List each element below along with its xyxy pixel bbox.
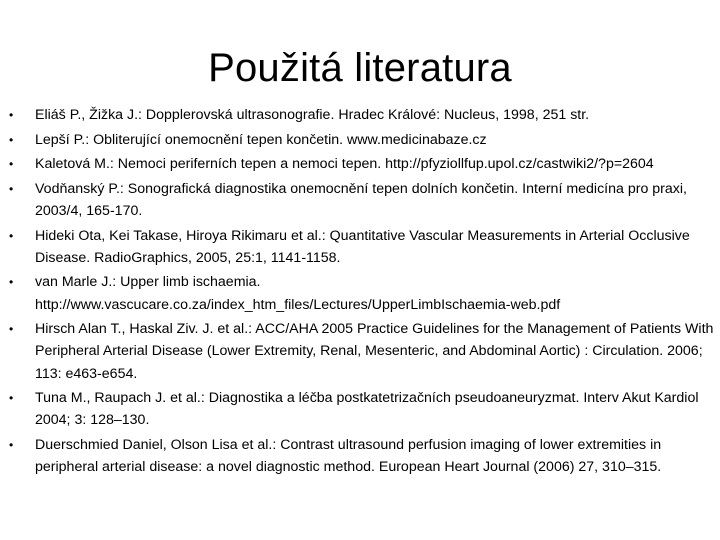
reference-item (0, 153, 720, 175)
bullet-icon: • (9, 157, 14, 172)
reference-item (0, 178, 720, 222)
bullet-icon: • (9, 275, 14, 290)
reference-item (0, 434, 720, 478)
reference-text: Eliáš P., Žižka J.: Dopplerovská ultrasonografie. Hradec Králové: Nucleus, 1998, 251 str. (35, 107, 590, 123)
bullet-icon: • (9, 181, 14, 196)
reference-list (0, 104, 720, 481)
reference-text: Tuna M., Raupach J. et al.: Diagnostika a léčba postkatetrizačních pseudoaneuryzmat. Interv Akut Kardiol 2004; 3: 128–130. (35, 390, 699, 429)
reference-item (0, 225, 720, 269)
reference-text: Duerschmied Daniel, Olson Lisa et al.: Contrast ultrasound perfusion imaging of lower extremities in peripheral arterial disease: a novel diagnostic method. European Heart Journal (2006) 27, 310–315. (35, 436, 662, 476)
bullet-icon: • (9, 437, 14, 452)
reference-item (0, 387, 720, 431)
reference-text: Kaletová M.: Nemoci periferních tepen a nemoci tepen. http://pfyziollfup.upol.cz/castwiki2/?p=2604 (35, 156, 654, 173)
bullet-icon: • (9, 322, 14, 337)
bullet-icon: • (9, 228, 14, 243)
bullet-icon: • (9, 132, 14, 147)
reference-item (0, 104, 720, 126)
reference-item (0, 318, 720, 385)
bullet-icon: • (9, 391, 14, 406)
reference-text: Lepší P.: Obliterující onemocnění tepen končetin. www.medicinabaze.cz (35, 131, 487, 148)
reference-text: Hideki Ota, Kei Takase, Hiroya Rikimaru et al.: Quantitative Vascular Measurements in Arterial Occlusive Disease. RadioGraphics, 2005, 25:1, 1141-1158. (35, 227, 690, 266)
reference-text: Hirsch Alan T., Haskal Ziv. J. et al.: ACC/AHA 2005 Practice Guidelines for the Management of Patients With Peripheral Arterial Disease (Lower Extremity, Renal, Mesenteric, and Abdominal Aortic) : Circulation. 2006; 113: e463-e654. (35, 321, 714, 382)
slide-title: Použitá literatura (208, 46, 512, 90)
reference-item (0, 129, 720, 151)
reference-text: van Marle J.: Upper limb ischaemia. http://www.vascucare.co.za/index_htm_files/Lectures/UpperLimbIschaemia-web.pdf (35, 274, 561, 313)
reference-item (0, 271, 720, 315)
reference-text: Vodňanský P.: Sonografická diagnostika onemocnění tepen dolních končetin. Interní medicína pro praxi, 2003/4, 165-170. (35, 180, 687, 219)
bullet-icon: • (9, 108, 14, 122)
